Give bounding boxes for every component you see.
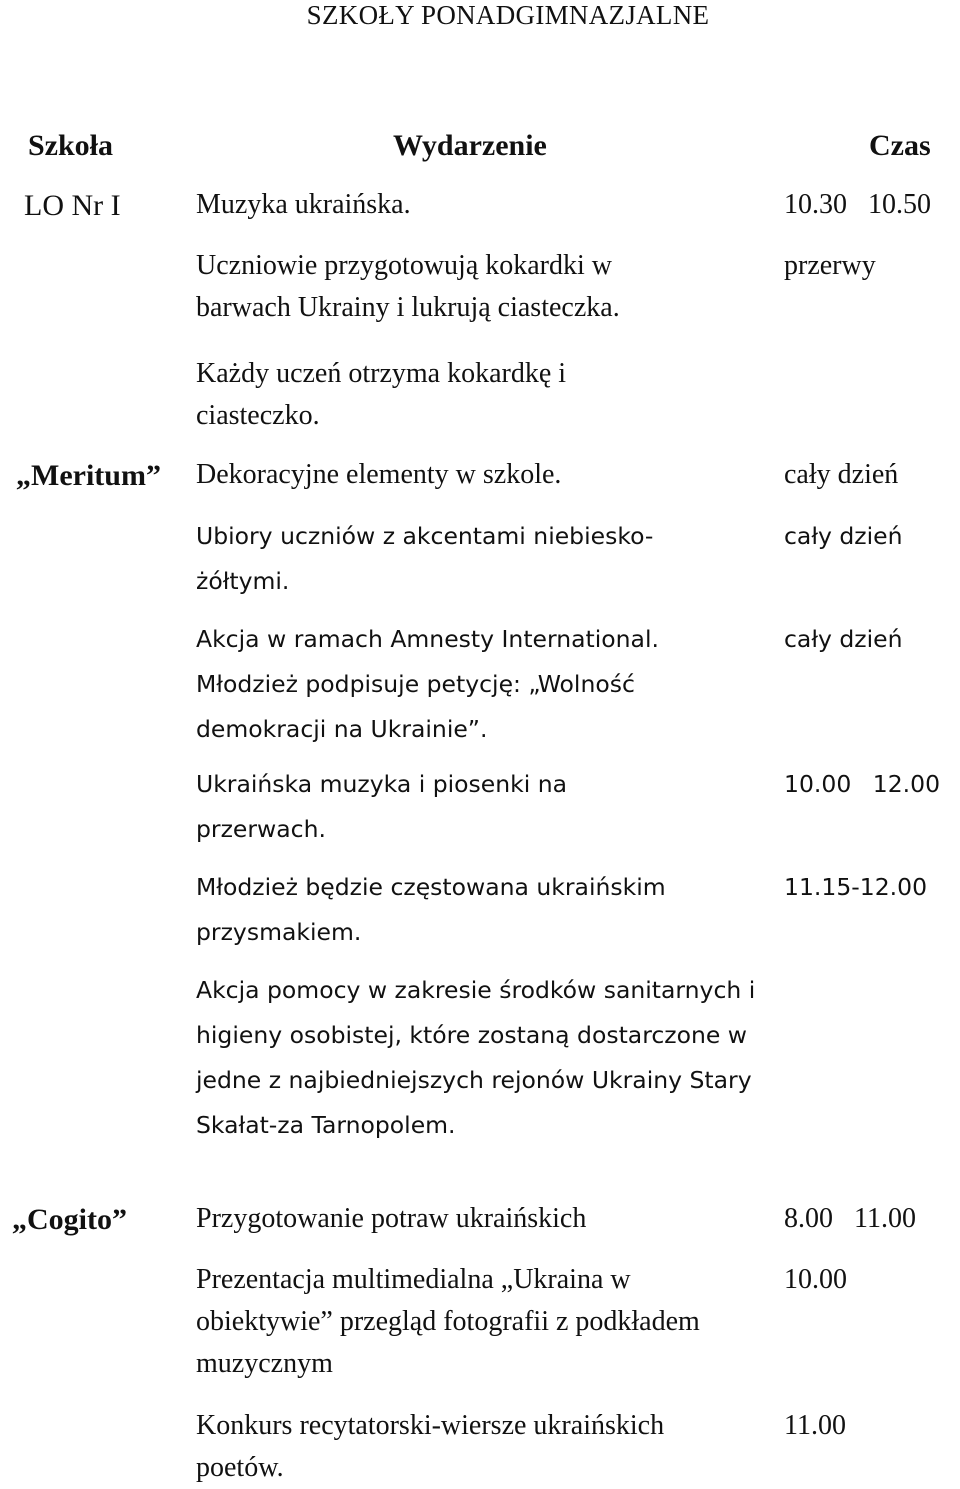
event-lo-1: Muzyka ukraińska.: [196, 189, 411, 220]
event-meritum-3: Akcja w ramach Amnesty International. Młodzież podpisuje petycję: „Wolność demokracji na Ukrainie”.: [196, 625, 659, 743]
header-school: Szkoła: [28, 129, 114, 162]
event-meritum-4: Ukraińska muzyka i piosenki na przerwach.: [196, 770, 568, 843]
event-lo-2: Uczniowie przygotowują kokardki w barwach Ukrainy i lukrują ciasteczka.: [196, 250, 620, 323]
event-meritum-1: Dekoracyjne elementy w szkole.: [196, 459, 562, 490]
school-cogito: „Cogito”: [12, 1203, 127, 1236]
header-time: Czas: [869, 129, 931, 162]
school-lo-nr-1: LO Nr I: [24, 189, 121, 222]
school-meritum: „Meritum”: [16, 459, 161, 492]
time-meritum-3: cały dzień: [784, 625, 903, 653]
time-cogito-1: 8.00 11.00: [784, 1203, 916, 1234]
time-lo-2: przerwy: [784, 250, 876, 281]
time-cogito-3: 11.00: [784, 1410, 846, 1441]
page-title: SZKOŁY PONADGIMNAZJALNE: [306, 0, 710, 30]
event-cogito-3: Konkurs recytatorski-wiersze ukraińskich poetów.: [196, 1410, 665, 1483]
time-cogito-2: 10.00: [784, 1264, 847, 1295]
time-meritum-5: 11.15-12.00: [784, 873, 928, 901]
time-lo-1: 10.30 10.50: [784, 189, 931, 220]
event-lo-3: Każdy uczeń otrzyma kokardkę i ciasteczko.: [196, 358, 567, 431]
event-cogito-2: Prezentacja multimedialna „Ukraina w obiektywie” przegląd fotografii z podkładem muzycznym: [196, 1264, 700, 1379]
event-meritum-6: Akcja pomocy w zakresie środków sanitarnych i higieny osobistej, które zostaną dostarczone w jedne z najbiedniejszych rejonów Ukrainy Stary Skałat-za Tarnopolem.: [196, 976, 756, 1139]
time-meritum-4: 10.00 12.00: [784, 770, 941, 798]
time-meritum-1: cały dzień: [784, 459, 899, 490]
event-meritum-2: Ubiory uczniów z akcentami niebiesko-żółtymi.: [196, 522, 654, 595]
header-event: Wydarzenie: [393, 129, 547, 162]
time-meritum-2: cały dzień: [784, 522, 903, 550]
event-meritum-5: Młodzież będzie częstowana ukraińskim przysmakiem.: [196, 873, 666, 946]
event-cogito-1: Przygotowanie potraw ukraińskich: [196, 1203, 587, 1234]
